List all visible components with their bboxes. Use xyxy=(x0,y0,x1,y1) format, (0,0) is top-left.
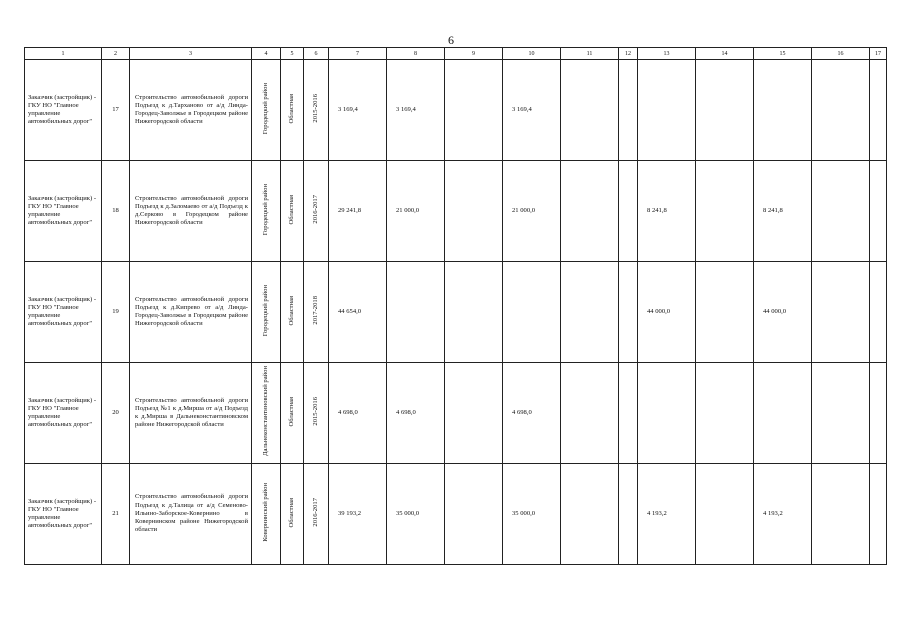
amount-cell-9 xyxy=(445,262,503,363)
district-cell xyxy=(252,262,281,363)
amount-cell-14 xyxy=(696,262,754,363)
amount-cell-12 xyxy=(619,60,638,161)
amount-cell-13: 44 000,0 xyxy=(638,262,696,363)
amount-cell-17 xyxy=(870,60,887,161)
amount-cell-10: 35 000,0 xyxy=(503,464,561,565)
object-description-cell: Строительство автомобильной дороги Подъезд к д.Талица от а/д Семеново-Ильино-Заборское-Ковернино в Ковернинском районе Нижегородской области xyxy=(130,464,252,565)
period-cell-text: 2016-2017 xyxy=(312,498,319,527)
column-number: 14 xyxy=(696,48,754,60)
amount-cell-11 xyxy=(561,363,619,464)
ownership-cell xyxy=(281,363,304,464)
amount-cell-12 xyxy=(619,161,638,262)
amount-cell-8 xyxy=(387,262,445,363)
amount-cell-10 xyxy=(503,262,561,363)
district-cell-text: Городецкий район xyxy=(262,183,269,236)
row-number-cell: 20 xyxy=(102,363,130,464)
ownership-cell xyxy=(281,161,304,262)
table-row xyxy=(25,60,887,161)
period-cell xyxy=(304,464,329,565)
amount-cell-13: 8 241,8 xyxy=(638,161,696,262)
amount-cell-15: 4 193,2 xyxy=(754,464,812,565)
amount-cell-17 xyxy=(870,363,887,464)
amount-cell-14 xyxy=(696,60,754,161)
amount-cell-11 xyxy=(561,262,619,363)
amount-cell-12 xyxy=(619,464,638,565)
period-cell xyxy=(304,60,329,161)
amount-cell-15: 8 241,8 xyxy=(754,161,812,262)
column-number: 5 xyxy=(281,48,304,60)
amount-cell-10: 21 000,0 xyxy=(503,161,561,262)
column-number: 6 xyxy=(304,48,329,60)
amount-cell-8: 4 698,0 xyxy=(387,363,445,464)
amount-cell-7: 29 241,8 xyxy=(329,161,387,262)
ownership-cell-text: Областная xyxy=(288,194,295,225)
amount-cell-11 xyxy=(561,161,619,262)
ownership-cell xyxy=(281,262,304,363)
amount-cell-15 xyxy=(754,363,812,464)
object-description-cell: Строительство автомобильной дороги Подъезд к д.Кипрево от а/д Линда-Городец-Заволжье в Городецком районе Нижегородской области xyxy=(130,262,252,363)
period-cell-text: 2017-2018 xyxy=(312,296,319,325)
amount-cell-14 xyxy=(696,161,754,262)
ownership-cell xyxy=(281,464,304,565)
amount-cell-8: 21 000,0 xyxy=(387,161,445,262)
column-number-row xyxy=(25,48,887,60)
amount-cell-9 xyxy=(445,464,503,565)
column-number: 17 xyxy=(870,48,887,60)
column-number: 10 xyxy=(503,48,561,60)
table-row xyxy=(25,262,887,363)
district-cell-text: Городецкий район xyxy=(262,82,269,135)
column-number: 1 xyxy=(25,48,102,60)
ownership-cell-text: Областная xyxy=(288,497,295,528)
customer-cell: Заказчик (застройщик) - ГКУ НО "Главное управление автомобильных дорог" xyxy=(25,464,102,565)
amount-cell-17 xyxy=(870,262,887,363)
amount-cell-13 xyxy=(638,363,696,464)
amount-cell-17 xyxy=(870,464,887,565)
table-row xyxy=(25,464,887,565)
customer-cell: Заказчик (застройщик) - ГКУ НО "Главное управление автомобильных дорог" xyxy=(25,161,102,262)
object-description-cell: Строительство автомобильной дороги Подъезд к д.Заломаево от а/д Подъезд к д.Серково в Городецком районе Нижегородской области xyxy=(130,161,252,262)
column-number: 8 xyxy=(387,48,445,60)
column-number: 13 xyxy=(638,48,696,60)
district-cell-text: Городецкий район xyxy=(262,284,269,337)
amount-cell-14 xyxy=(696,464,754,565)
amount-cell-16 xyxy=(812,262,870,363)
customer-cell: Заказчик (застройщик) - ГКУ НО "Главное управление автомобильных дорог" xyxy=(25,363,102,464)
amount-cell-10: 4 698,0 xyxy=(503,363,561,464)
amount-cell-7: 4 698,0 xyxy=(329,363,387,464)
amount-cell-16 xyxy=(812,161,870,262)
amount-cell-8: 35 000,0 xyxy=(387,464,445,565)
amount-cell-14 xyxy=(696,363,754,464)
amount-cell-12 xyxy=(619,363,638,464)
amount-cell-12 xyxy=(619,262,638,363)
period-cell-text: 2015-2016 xyxy=(312,94,319,123)
amount-cell-13: 4 193,2 xyxy=(638,464,696,565)
column-number: 4 xyxy=(252,48,281,60)
column-number: 12 xyxy=(619,48,638,60)
amount-cell-9 xyxy=(445,60,503,161)
customer-cell: Заказчик (застройщик) - ГКУ НО "Главное управление автомобильных дорог" xyxy=(25,60,102,161)
column-number: 7 xyxy=(329,48,387,60)
row-number-cell: 17 xyxy=(102,60,130,161)
row-number-cell: 19 xyxy=(102,262,130,363)
column-number: 9 xyxy=(445,48,503,60)
customer-cell: Заказчик (застройщик) - ГКУ НО "Главное управление автомобильных дорог" xyxy=(25,262,102,363)
amount-cell-9 xyxy=(445,161,503,262)
amount-cell-11 xyxy=(561,464,619,565)
object-description-cell: Строительство автомобильной дороги Подъезд №1 к д.Мирша от а/д Подъезд к д.Мирша в Дальнеконстантиновском районе Нижегородской области xyxy=(130,363,252,464)
amount-cell-7: 3 169,4 xyxy=(329,60,387,161)
district-cell xyxy=(252,60,281,161)
column-number: 2 xyxy=(102,48,130,60)
row-number-cell: 18 xyxy=(102,161,130,262)
amount-cell-17 xyxy=(870,161,887,262)
column-number: 11 xyxy=(561,48,619,60)
column-number: 3 xyxy=(130,48,252,60)
period-cell xyxy=(304,262,329,363)
amount-cell-15: 44 000,0 xyxy=(754,262,812,363)
row-number-cell: 21 xyxy=(102,464,130,565)
page-number: 6 xyxy=(448,33,454,47)
table-row xyxy=(25,363,887,464)
amount-cell-13 xyxy=(638,60,696,161)
amount-cell-7: 44 654,0 xyxy=(329,262,387,363)
district-cell-text: Ковернинский район xyxy=(262,483,269,542)
district-cell-text: Дальнеконстантиновский район xyxy=(262,366,269,457)
district-cell xyxy=(252,161,281,262)
amount-cell-9 xyxy=(445,363,503,464)
ownership-cell-text: Областная xyxy=(288,295,295,326)
table-row xyxy=(25,161,887,262)
amount-cell-8: 3 169,4 xyxy=(387,60,445,161)
column-number: 16 xyxy=(812,48,870,60)
period-cell-text: 2016-2017 xyxy=(312,195,319,224)
amount-cell-15 xyxy=(754,60,812,161)
column-number: 15 xyxy=(754,48,812,60)
period-cell xyxy=(304,363,329,464)
district-cell xyxy=(252,363,281,464)
ownership-cell-text: Областная xyxy=(288,396,295,427)
district-cell xyxy=(252,464,281,565)
period-cell xyxy=(304,161,329,262)
period-cell-text: 2015-2016 xyxy=(312,397,319,426)
object-description-cell: Строительство автомобильной дороги Подъезд к д.Тарханово от а/д Линда-Городец-Заволжье в Городецком районе Нижегородской области xyxy=(130,60,252,161)
amount-cell-16 xyxy=(812,60,870,161)
ownership-cell-text: Областная xyxy=(288,93,295,124)
amount-cell-16 xyxy=(812,363,870,464)
program-table xyxy=(24,47,887,565)
amount-cell-7: 39 193,2 xyxy=(329,464,387,565)
amount-cell-11 xyxy=(561,60,619,161)
amount-cell-16 xyxy=(812,464,870,565)
ownership-cell xyxy=(281,60,304,161)
amount-cell-10: 3 169,4 xyxy=(503,60,561,161)
